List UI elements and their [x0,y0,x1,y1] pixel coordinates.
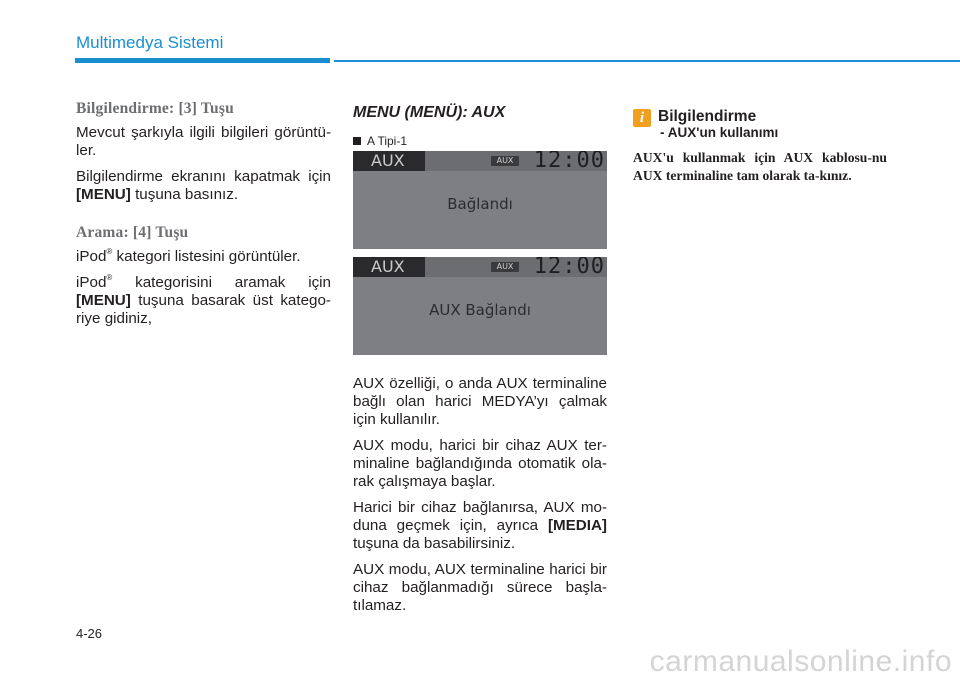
header-rule-thick [75,58,330,63]
menu-key-label: [MENU] [76,186,131,203]
search-key-text-1-post: kategori listesini görüntüler. [112,248,301,265]
search-key-text-2-post: tuşuna basarak üst katego-riye gidiniz, [76,292,331,327]
spacer [353,363,607,375]
screen-clock: 12:00 [533,151,605,173]
info-box-text: AUX'u kullanmak için AUX kablosu-nu AUX terminaline tam olarak ta-kınız. [633,150,887,183]
aux-text-3-pre: Harici bir cihaz bağlanırsa, AUX mo-duna geçmek için, ayrıca [353,499,607,534]
watermark: carmanualsonline.info [649,645,952,678]
middle-column [353,100,607,623]
variant-label [353,134,607,148]
aux-screen-aux-connected [353,257,607,355]
ipod-label: iPod [76,248,107,265]
info-box-header [633,108,887,141]
search-key-text-2-mid: kategorisini aramak için [112,274,331,291]
screen-aux-badge: AUX [491,156,519,166]
page-number: 4-26 [76,626,103,641]
menu-aux-title: MENU (MENÜ): AUX [353,104,506,121]
info-box-subtitle: - AUX'un kullanımı [660,125,779,140]
info-key-text-2-post: tuşuna basınız. [130,186,239,203]
screen-message: AUX Bağlandı [429,301,531,319]
media-key-label: [MEDIA] [547,517,607,534]
section-title: Multimedya Sistemi [76,33,224,52]
screen-message: Bağlandı [447,195,513,213]
registered-mark: ® [106,272,113,282]
aux-text-2: AUX modu, harici bir cihaz AUX ter-minaline bağlandığında otomatik ola-rak çalışmaya başlar. [353,437,607,490]
header-rule-thin [334,60,960,62]
aux-text-4: AUX modu, AUX terminaline harici bir cihaz bağlanmadığı sürece başla-tılamaz. [353,561,607,614]
info-box-titles [658,108,778,141]
aux-text-3-post: tuşuna da basabilirsiniz. [353,535,516,552]
screen-aux-badge: AUX [491,262,519,272]
info-key-text-1: Mevcut şarkıyla ilgili bilgileri görüntü-ler. [76,124,331,159]
search-key-heading: Arama: [4] Tuşu [76,224,189,241]
menu-key-label: [MENU] [76,292,131,309]
screen-mode-label: AUX [353,257,425,277]
screen-clock: 12:00 [533,257,605,279]
variant-text: A Tipi-1 [367,134,408,148]
search-key-text-1 [76,248,331,266]
info-icon: i [633,109,651,127]
ipod-label: iPod [76,274,107,291]
search-key-text-2 [76,274,331,328]
aux-text-1: AUX özelliği, o anda AUX terminaline bağlı olan harici MEDYA’yı çalmak için kullanılır. [353,375,607,428]
info-key-text-2-pre: Bilgilendirme ekranını kapatmak için [76,168,331,185]
info-box-title: Bilgilendirme [658,108,757,125]
left-column [76,100,331,336]
spacer [76,212,331,224]
info-key-heading: Bilgilendirme: [3] Tuşu [76,100,234,117]
bullet-square-icon [353,137,361,145]
screen-mode-label: AUX [353,151,425,171]
aux-screen-connected [353,151,607,249]
right-column [633,100,887,185]
info-key-text-2 [76,168,331,204]
aux-text-3 [353,499,607,553]
registered-mark: ® [106,246,113,256]
